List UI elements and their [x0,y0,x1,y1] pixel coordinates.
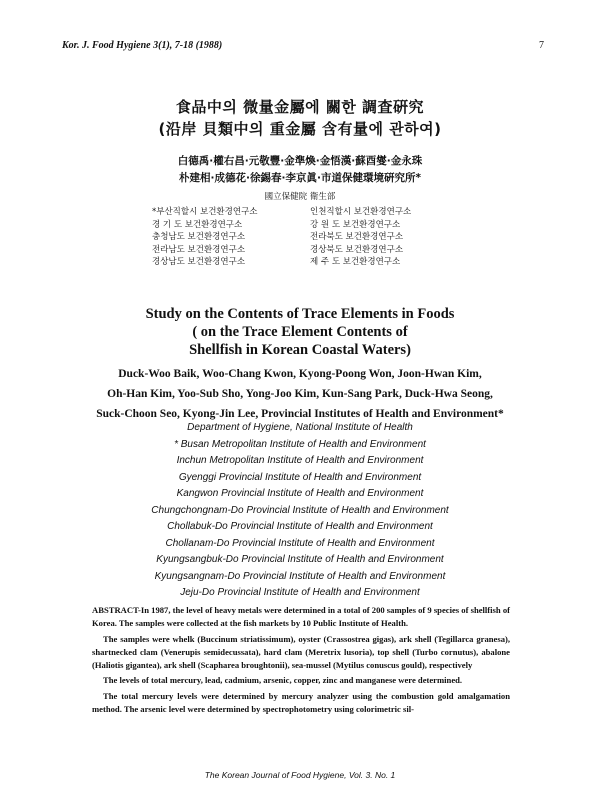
korean-institute: *부산직할시 보건환경연구소 [152,207,258,217]
journal-citation: Kor. J. Food Hygiene 3(1), 7-18 (1988) [62,40,223,51]
korean-institute: 충청남도 보건환경연구소 [152,232,246,243]
korean-institute-row [152,231,452,244]
korean-institute: 전라남도 보건환경연구소 [152,244,246,255]
korean-institute: 경상남도 보건환경연구소 [152,257,246,268]
english-authors-line: Duck-Woo Baik, Woo-Chang Kwon, Kyong-Poong Won, Joon-Hwan Kim, [118,368,482,380]
korean-authors-line: 白德禹·權右昌·元敬豐·金準煥·金悟漢·蘇酉燮·金永珠 [177,155,423,167]
running-footer: The Korean Journal of Food Hygiene, Vol. 3. No. 1 [204,770,396,780]
english-institute: Chungchongnam-Do Provincial Institute of Health and Environment [151,504,449,516]
korean-institute: 제 주 도 보건환경연구소 [310,257,401,268]
korean-institute: 경 기 도 보건환경연구소 [152,219,243,230]
english-authors-line: Oh-Han Kim, Yoo-Sub Sho, Yong-Joo Kim, Kun-Sang Park, Duck-Hwa Seong, [107,388,493,400]
korean-title-line: 食品中의 微量金屬에 關한 調査硏究 [175,98,425,116]
english-title-line: ( on the Trace Element Contents of [192,324,408,340]
english-institute: Kyungsangbuk-Do Provincial Institute of Health and Environment [156,554,444,565]
english-institute: Chollabuk-Do Provincial Institute of Health and Environment [167,521,433,532]
english-authors [0,364,600,424]
korean-authors-line: 朴建相·成德花·徐錫春·李京眞·市道保健環境硏究所* [179,172,421,184]
abstract-paragraph: The samples were whelk (Buccinum striatissimum), oyster (Crassostrea gigas), ark shell (Tegillarca granesa), shartnecked clam (Venerupis semidecussata), hard clam (Meretrix lusoria), top shell (Turbo cornutus), abalone (Haliotis gigantea), ark shell (Scapharea broughtonii), sea-mussel (Mytilus conuscus gould), respectively [92,633,510,671]
english-title-line: Study on the Contents of Trace Elements in Foods [145,306,455,322]
korean-institute: 전라북도 보건환경연구소 [310,232,404,243]
korean-title [0,96,600,140]
english-institutes [0,420,600,602]
english-institute: Kangwon Provincial Institute of Health and Environment [176,488,424,499]
korean-institute: 강 원 도 보건환경연구소 [310,219,401,230]
english-title-line: Shellfish in Korean Coastal Waters) [189,342,411,358]
english-institute: Chollanam-Do Provincial Institute of Health and Environment [165,537,435,549]
abstract-paragraph: ABSTRACT-In 1987, the level of heavy metals were determined in a total of 200 samples of 9 species of shellfish of Korea. The samples were collected at the fish markets by 10 Public Institute of Health. [92,605,510,629]
korean-institutes [152,206,452,269]
korean-title-line: (沿岸 貝類中의 重金屬 含有量에 관하여) [158,120,442,138]
korean-authors [0,153,600,187]
english-institute: Jeju-Do Provincial Institute of Health and Environment [180,587,420,598]
page-number: 7 [539,40,544,51]
english-institute: Department of Hygiene, National Institute of Health [187,422,413,433]
korean-institute: 인천직할시 보건환경연구소 [310,207,412,217]
korean-institute-row [152,219,452,232]
abstract-paragraph: The total mercury levels were determined by mercury analyzer using the combustion gold amalgamation method. The arsenic level were determined by spectrophotometry using colorimetric sil- [92,690,510,715]
korean-institute-row [152,244,452,257]
english-authors-line: Suck-Choon Seo, Kyong-Jin Lee, Provincial Institutes of Health and Environment* [96,408,504,420]
english-institute: Gyenggi Provincial Institute of Health and Environment [178,471,422,483]
english-institute: * Busan Metropolitan Institute of Health and Environment [174,438,426,450]
english-institute: Kyungsangnam-Do Provincial Institute of Health and Environment [154,570,446,582]
english-institute: Inchun Metropolitan Institute of Health and Environment [176,455,424,466]
running-header [62,40,544,51]
korean-department: 國立保健院 衛生部 [264,192,336,202]
abstract [92,604,510,718]
korean-institute: 경상북도 보건환경연구소 [310,244,404,255]
english-title [0,305,600,359]
korean-institute-row [152,206,452,219]
korean-institute-row [152,256,452,269]
abstract-paragraph: The levels of total mercury, lead, cadmium, arsenic, copper, zinc and manganese were determined. [103,675,463,686]
